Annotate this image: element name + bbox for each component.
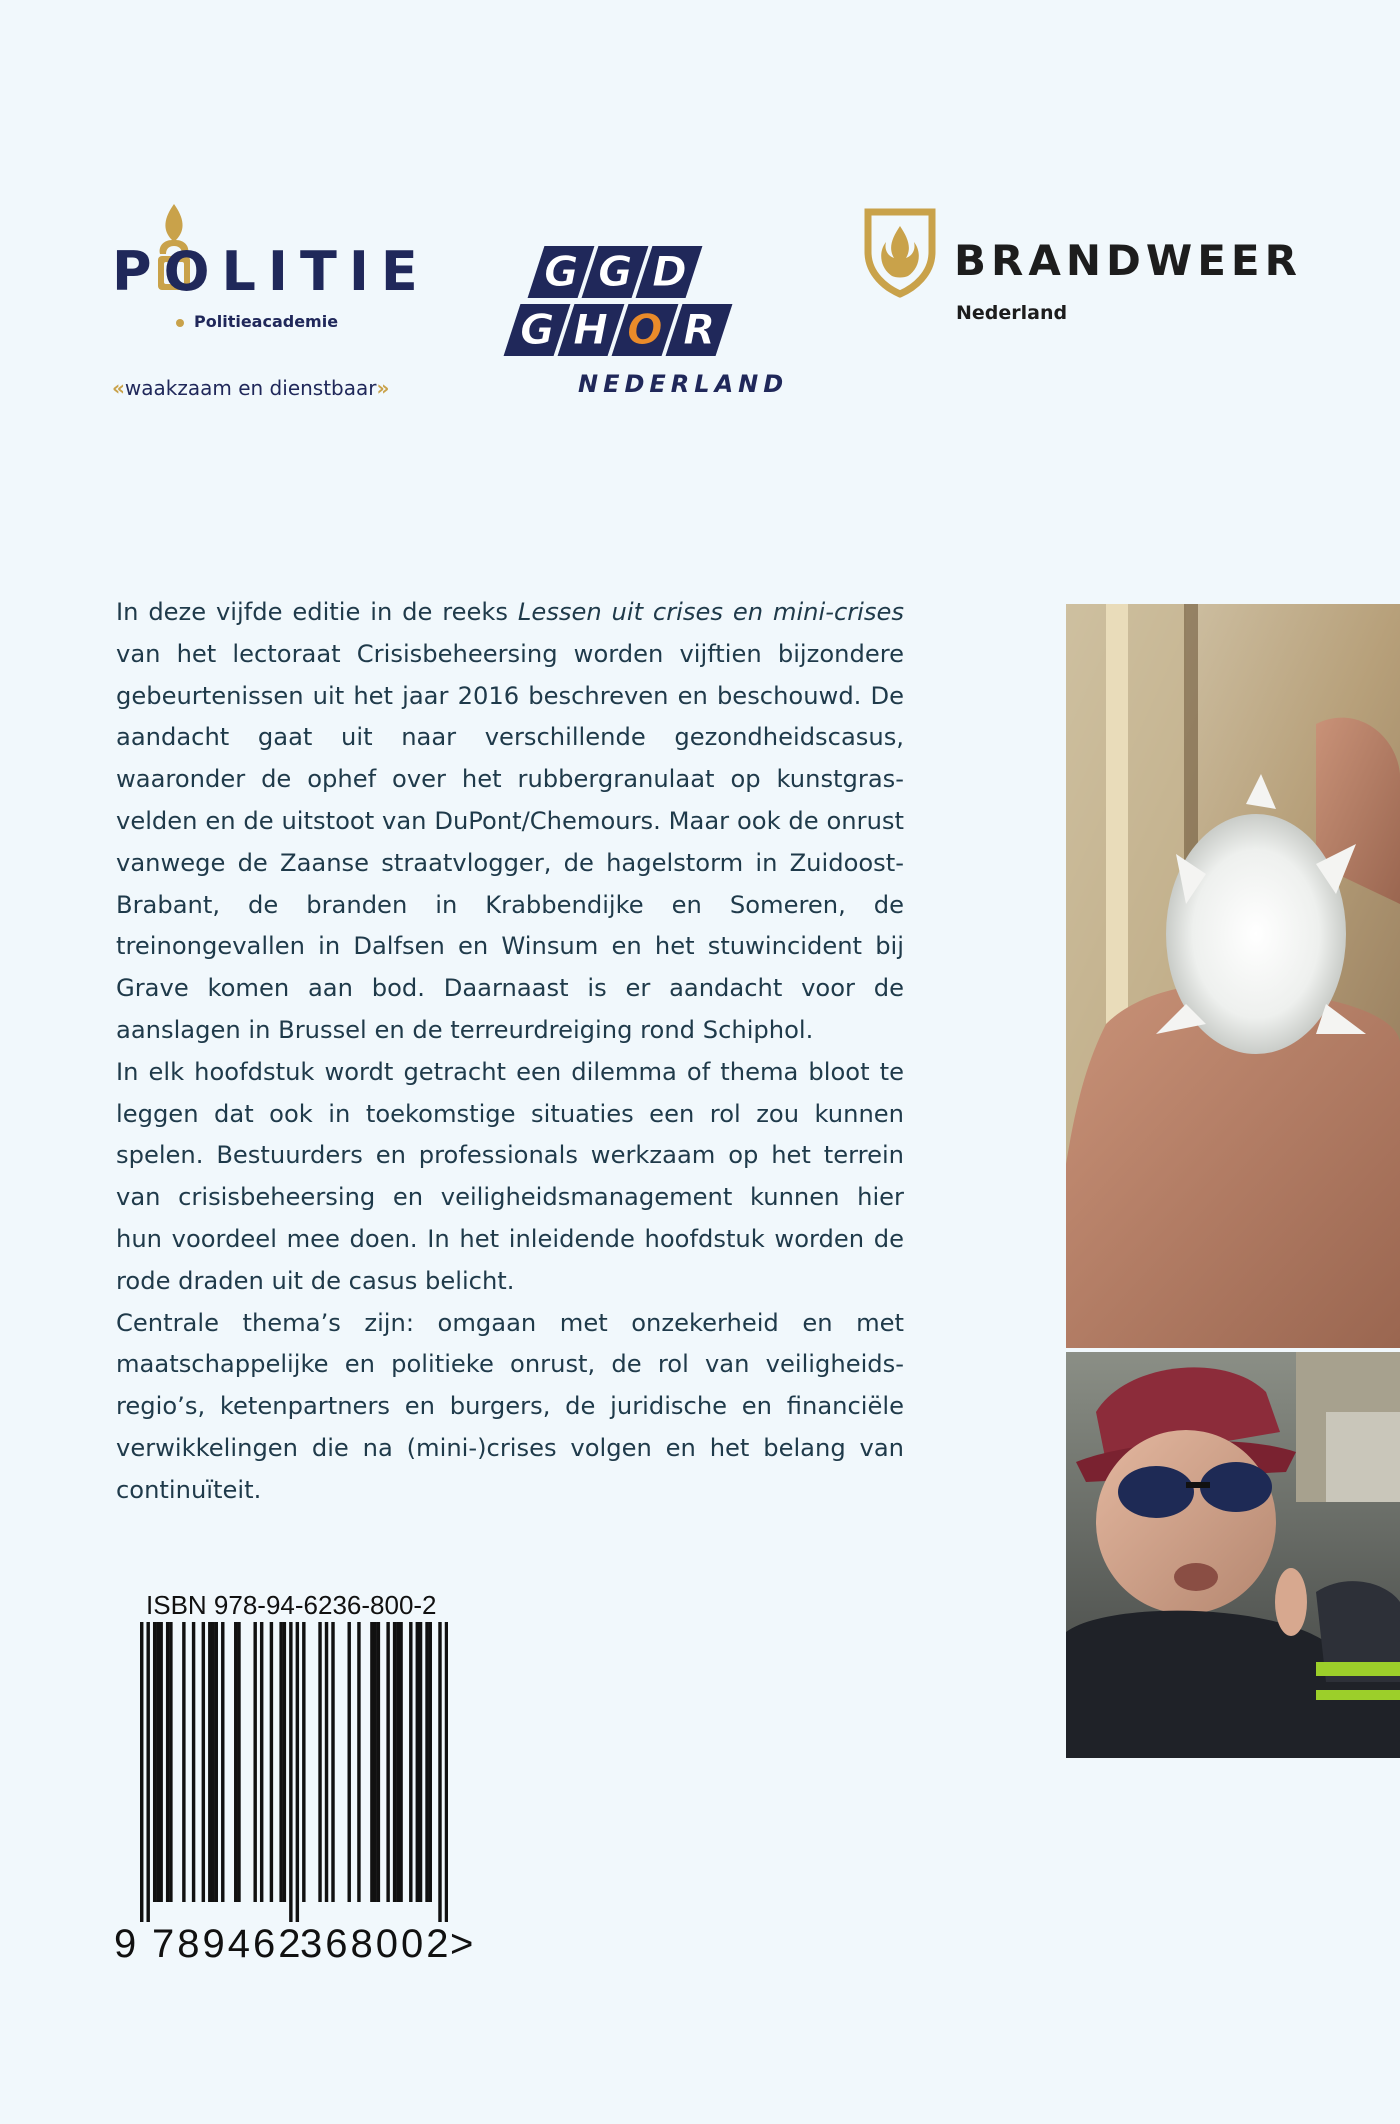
barcode-bar — [296, 1622, 299, 1922]
vlogger-image — [1066, 1352, 1400, 1758]
barcode-bar — [357, 1622, 360, 1902]
series-title: Lessen uit crises en mini-crises — [517, 598, 904, 626]
blurb-paragraph-3: Centrale thema’s zijn: omgaan met onzekerheid en met maatschappelijke en politieke onrust, de rol van veiligheidsregio’s, ketenpartners en burgers, de juridische en financiële verwikkelingen die na (mini-)crises volgen en het belang van continuïteit. — [116, 1308, 904, 1504]
barcode-bar — [237, 1622, 240, 1902]
barcode-bar — [221, 1622, 224, 1902]
hailstone-image — [1066, 604, 1400, 1348]
barcode-bar — [302, 1622, 305, 1902]
quote-close: » — [376, 376, 390, 400]
barcode-bar — [318, 1622, 321, 1902]
politie-motto — [112, 376, 389, 400]
barcode-bar — [279, 1622, 282, 1902]
barcode-bar — [159, 1622, 162, 1902]
barcode-bar — [373, 1622, 376, 1902]
barcode-bar — [169, 1622, 172, 1902]
ghor-tile: O — [612, 304, 679, 356]
ggd-row — [536, 246, 698, 298]
barcode-bar — [153, 1622, 156, 1902]
barcode-bar — [289, 1622, 292, 1922]
barcode-bar — [270, 1622, 273, 1902]
barcode-bar — [182, 1622, 185, 1902]
barcode-bar — [192, 1622, 195, 1902]
ggd-tile: D — [636, 246, 703, 298]
barcode-digit-tail: > — [450, 1922, 475, 1966]
ggd-subtitle: NEDERLAND — [578, 370, 789, 398]
barcode-digit-lead: 9 — [114, 1922, 138, 1966]
barcode-bar — [425, 1622, 428, 1902]
ghor-tile: H — [558, 304, 625, 356]
barcode-bar — [429, 1622, 432, 1902]
politie-logo — [112, 200, 430, 410]
barcode-digits-group-1: 789462 — [152, 1922, 304, 1966]
politie-wordmark — [112, 240, 430, 303]
barcode-bar — [202, 1622, 205, 1902]
politie-dot-icon — [176, 319, 184, 327]
ghor-row — [512, 304, 728, 356]
politie-wordmark-text: POLITIE — [112, 240, 430, 303]
barcode-digits-group-2: 368002 — [300, 1922, 452, 1966]
barcode-bar — [325, 1622, 328, 1902]
barcode-bar — [396, 1622, 399, 1902]
barcode-bar — [419, 1622, 422, 1902]
ggd-tile: G — [582, 246, 649, 298]
barcode-bar — [409, 1622, 412, 1902]
vlogger-photo — [1066, 1352, 1400, 1758]
isbn-label: ISBN 978-94-6236-800-2 — [146, 1590, 437, 1620]
barcode-bar — [253, 1622, 256, 1902]
brandweer-wordmark: BRANDWEER — [954, 236, 1302, 285]
barcode-bar — [260, 1622, 263, 1902]
barcode-digits — [114, 1922, 474, 1967]
barcode-bar — [283, 1622, 286, 1902]
barcode-bar — [234, 1622, 237, 1902]
barcode-bar — [438, 1622, 441, 1922]
politie-subtitle: Politieacademie — [176, 312, 338, 331]
barcode-bar — [166, 1622, 169, 1902]
brandweer-logo — [862, 206, 1322, 336]
motto-text: waakzaam en dienstbaar — [124, 376, 377, 400]
barcode-bar — [377, 1622, 380, 1902]
barcode-bar — [156, 1622, 159, 1902]
isbn-barcode — [140, 1622, 448, 1922]
blurb-paragraph-1: In deze vijfde editie in de reeks Lessen uit crises en mini-crises van het lectoraat Crisisbeheersing worden vijftien bijzondere gebeurtenissen uit het jaar 2016 beschreven en beschouwd. De aandacht gaat uit naar verschillende gezondheidscasus, waaronder de ophef over het rubbergranulaat op kunstgrasvelden en de uitstoot van DuPont/Chemours. Maar ook de onrust vanwege de Zaanse straatvlogger, de hagelstorm in Zuidoost-Brabant, de branden in Krabbendijke en Someren, de treinongevallen in Dalfsen en Winsum en het stuwincident bij Grave komen aan bod. Daarnaast is er aandacht voor de aanslagen in Brussel en de terreurdreiging rond Schiphol. — [116, 598, 904, 1044]
brandweer-emblem-icon — [862, 206, 938, 298]
brandweer-subtitle: Nederland — [956, 302, 1068, 324]
barcode-bar — [146, 1622, 149, 1922]
ggd-tile: G — [528, 246, 595, 298]
ghor-tile: R — [666, 304, 733, 356]
barcode-bar — [386, 1622, 389, 1902]
barcode-bar — [445, 1622, 448, 1922]
barcode-bar — [399, 1622, 402, 1902]
barcode-bar — [416, 1622, 419, 1902]
ghor-tile: G — [504, 304, 571, 356]
ggd-ghor-logo — [512, 242, 800, 402]
barcode-bar — [208, 1622, 211, 1902]
quote-open: « — [112, 376, 125, 400]
barcode-bar — [215, 1622, 218, 1902]
barcode-bar — [370, 1622, 373, 1902]
barcode-bar — [393, 1622, 396, 1902]
hailstone-photo — [1066, 604, 1400, 1348]
barcode-bar — [211, 1622, 214, 1902]
back-cover-blurb — [116, 592, 904, 1512]
barcode-bar — [140, 1622, 143, 1922]
barcode-bar — [331, 1622, 334, 1902]
barcode-bar — [347, 1622, 350, 1902]
blurb-paragraph-2: In elk hoofdstuk wordt getracht een dilemma of thema bloot te leggen dat ook in toekomstige situaties een rol zou kunnen spelen. Bestuurders en professionals werkzaam op het terrein van crisisbeheersing en veiligheidsmanagement kunnen hier hun voordeel mee doen. In het inleidende hoofdstuk worden de rode draden uit de casus belicht. — [116, 1057, 904, 1295]
